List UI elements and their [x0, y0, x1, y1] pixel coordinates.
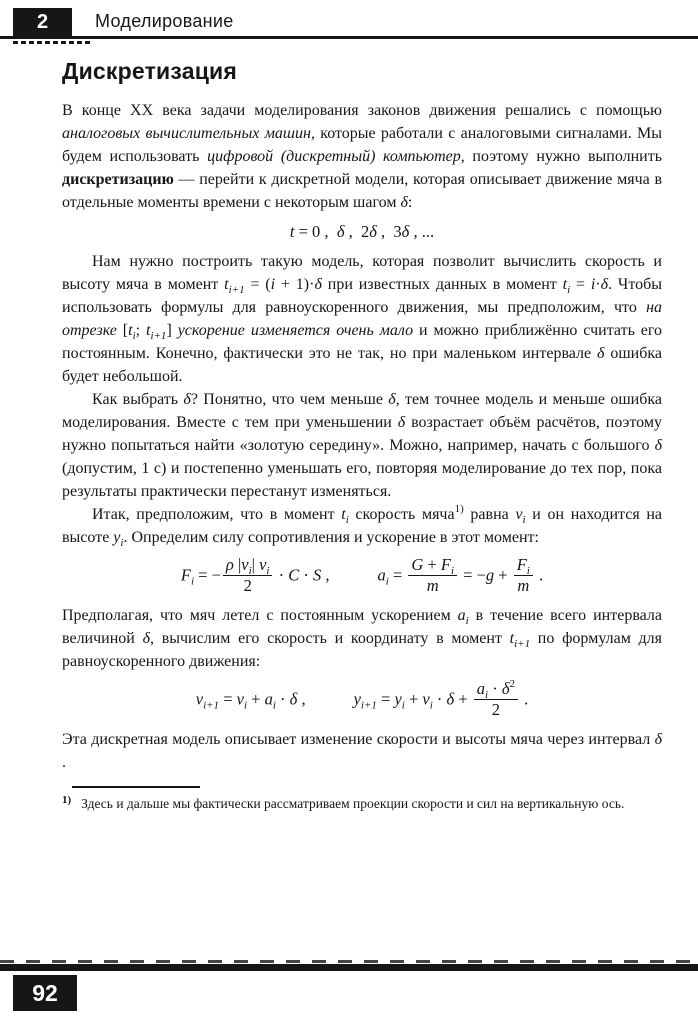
text-run: i: [248, 565, 252, 577]
text-run: .: [62, 754, 66, 771]
text-run: i: [429, 699, 433, 712]
fraction-denominator: [474, 700, 518, 720]
text-run: δ: [401, 222, 410, 241]
text-run: i: [272, 699, 276, 712]
text-run: Эта дискретная модель описывает изменение скорости и высоты мяча через интервал: [62, 731, 655, 748]
text-run: = 0 ,: [294, 222, 337, 241]
text-run: ·: [275, 689, 290, 709]
text-run: g: [485, 565, 495, 585]
text-run: =: [570, 276, 591, 293]
text-run: i: [385, 575, 389, 588]
page-content: [62, 52, 662, 813]
text-run: δ: [400, 194, 408, 211]
text-run: ,: [321, 565, 330, 585]
text-run: v: [422, 689, 430, 709]
fraction-numerator: [474, 679, 518, 700]
chapter-title: Моделирование: [95, 11, 234, 31]
text-run: δ: [654, 437, 662, 454]
text-run: y: [353, 689, 361, 709]
text-run: i: [485, 689, 489, 701]
text-run: ускорение изменяется очень мало: [177, 322, 414, 339]
chapter-number: 2: [36, 11, 49, 33]
text-run: C: [288, 565, 300, 585]
text-run: = −: [194, 565, 221, 585]
text-run: 2: [491, 700, 500, 719]
text-run: Предполагая, что мяч летел с постоянным ускорением: [62, 607, 458, 624]
text-run: :: [407, 194, 413, 211]
text-run: i: [465, 615, 469, 627]
text-run: t: [289, 222, 295, 241]
paragraph: [62, 728, 662, 774]
text-run: i: [266, 565, 270, 577]
footnote-marker: 1): [62, 794, 72, 806]
text-run: a: [377, 565, 386, 585]
text-run: i+1: [228, 284, 245, 296]
text-run: равна: [463, 506, 516, 523]
text-run: ошибка будет небольшой.: [62, 345, 663, 385]
fraction-denominator: [408, 576, 457, 596]
fraction: [514, 555, 533, 596]
print-artifact-bottom: [0, 960, 698, 963]
text-run: Итак, предположим, что в момент: [92, 506, 342, 523]
text-run: F: [440, 555, 451, 574]
text-run: v: [241, 555, 249, 574]
text-run: |: [251, 555, 260, 574]
text-run: m: [426, 576, 439, 595]
text-run: i: [526, 565, 530, 577]
text-run: ·: [595, 276, 601, 293]
text-run: в течение всего интервала величиной: [62, 607, 662, 647]
page-number: 92: [32, 979, 58, 1006]
text-run: =: [219, 689, 237, 709]
text-run: t: [224, 276, 229, 293]
text-run: , 3: [376, 222, 402, 241]
text-run: ;: [135, 322, 146, 339]
text-run: v: [195, 689, 204, 709]
text-run: δ: [600, 276, 609, 293]
text-run: i+1: [514, 638, 531, 650]
text-run: i: [345, 514, 349, 526]
text-run: i: [567, 284, 571, 296]
text-run: δ: [369, 222, 377, 241]
text-run: i: [190, 575, 195, 588]
text-run: a: [264, 689, 273, 709]
text-run: δ: [336, 222, 345, 241]
text-run: (допустим, 1 с) и постепенно уменьшать его, повторяя моделирование до тех пор, пока результаты практически перестанут изменяться.: [62, 460, 662, 500]
text-run: .: [534, 565, 544, 585]
text-run: , вычислим его скорость и координату в момент: [150, 630, 510, 647]
text-run: y: [394, 689, 402, 709]
text-run: δ: [397, 414, 406, 431]
text-run: [: [116, 322, 129, 339]
text-run: Нам нужно построить такую модель, которая позволит вычислить скорость и высоту мяча в момент: [62, 253, 662, 293]
text-run: v: [236, 689, 244, 709]
text-run: ·: [432, 689, 447, 709]
text-run: аналоговых вычислительных машин: [62, 125, 311, 142]
text-run: +: [454, 689, 472, 709]
text-run: t: [146, 322, 151, 339]
text-run: δ: [142, 630, 150, 647]
text-run: на отрезке: [62, 299, 662, 339]
text-run: +: [404, 689, 423, 709]
fraction-numerator: [514, 555, 533, 576]
text-run: δ: [446, 689, 455, 709]
text-run: m: [517, 576, 530, 595]
text-run: i+1: [360, 699, 377, 712]
text-run: ·: [274, 565, 289, 585]
text-run: ·: [299, 565, 313, 585]
text-run: ρ: [225, 555, 234, 574]
fraction-numerator: [408, 555, 457, 576]
fraction: [474, 679, 518, 720]
text-run: F: [180, 565, 191, 585]
text-run: i+1: [203, 699, 220, 712]
text-run: ,: [297, 689, 306, 709]
text-run: ? Понятно, что чем меньше: [190, 391, 389, 408]
text-run: при известных данных в момент: [321, 276, 563, 293]
text-run: по формулам для равноускоренного движения:: [62, 630, 663, 670]
text-run: , 2: [344, 222, 370, 241]
paragraph: [62, 250, 662, 388]
paragraph: [62, 604, 662, 673]
paragraph: [62, 503, 662, 549]
footnote-rule: [72, 786, 200, 788]
paragraph: [62, 388, 662, 503]
text-run: t: [562, 276, 568, 293]
text-run: δ: [289, 689, 298, 709]
text-run: и он находится на высоте: [62, 506, 663, 546]
fraction-denominator: [223, 576, 273, 596]
text-run: δ: [183, 391, 191, 408]
text-run: , поэтому нужно выполнить: [460, 148, 663, 165]
text-run: .: [520, 689, 529, 709]
text-run: Как выбрать: [92, 391, 184, 408]
text-run: δ: [501, 679, 510, 698]
text-run: i: [590, 276, 596, 293]
paragraph: [62, 99, 662, 214]
fraction-numerator: [223, 555, 273, 576]
text-run: , ...: [409, 222, 435, 241]
text-run: и можно приближённо считать его постоянным. Конечно, фактически это не так, но при маленьком интервале: [62, 322, 663, 362]
text-run: = (: [244, 276, 271, 293]
text-run: i: [120, 537, 124, 549]
text-run: возрастает объём расчётов, поэтому нужно попытаться найти «золотую середину». Можно, например, начать с большого: [62, 414, 662, 454]
fraction-denominator: [514, 576, 533, 596]
text-run: 2: [509, 678, 515, 690]
text-run: i: [450, 565, 455, 577]
text-run: = −: [459, 565, 486, 585]
text-run: 2: [243, 576, 252, 595]
text-run: δ: [388, 391, 396, 408]
text-run: δ: [654, 731, 662, 748]
text-run: t: [341, 506, 346, 523]
header-rule: [0, 36, 698, 39]
text-run: i: [270, 276, 276, 293]
text-run: δ: [314, 276, 322, 293]
text-run: =: [376, 689, 395, 709]
section-heading: Дискретизация: [62, 58, 237, 84]
footer-rule: [0, 964, 698, 971]
chapter-number-box: [13, 8, 72, 37]
text-run: цифровой (дискретный) компьютер: [207, 148, 461, 165]
text-run: y: [113, 529, 121, 546]
text-run: +: [247, 689, 265, 709]
display-formula: [62, 221, 662, 243]
text-run: скорость мяча: [348, 506, 455, 523]
text-run: i: [401, 699, 405, 712]
text-run: S: [313, 565, 322, 585]
text-run: +: [423, 555, 441, 574]
text-run: , тем точнее модель и меньше ошибка моделирования. Вместе с тем при уменьшении: [62, 391, 662, 431]
text-run: t: [128, 322, 133, 339]
page-body: [62, 99, 662, 774]
text-run: |: [233, 555, 242, 574]
text-run: F: [516, 555, 527, 574]
text-run: i+1: [150, 330, 167, 342]
print-artifact: [13, 41, 93, 44]
text-run: . Определим силу сопротивления и ускорение в этот момент:: [123, 529, 539, 546]
text-run: G: [411, 555, 424, 574]
fraction: [223, 555, 273, 596]
text-run: i: [243, 699, 248, 712]
page-number-box: [13, 975, 77, 1011]
text-run: ·: [488, 679, 502, 698]
footnote: [62, 786, 662, 813]
text-run: дискретизацию: [62, 171, 174, 188]
text-run: i: [522, 514, 526, 526]
text-run: a: [457, 607, 466, 624]
text-run: +: [494, 565, 512, 585]
footnote-text: Здесь и дальше мы фактически рассматриваем проекции скорости и сил на вертикальную ось.: [81, 796, 625, 811]
footnote-row: [62, 794, 662, 813]
text-run: . Чтобы использовать формулы для равноускоренного движения, мы предположим, что: [62, 276, 662, 316]
text-run: + 1)·: [275, 276, 315, 293]
text-run: v: [259, 555, 267, 574]
text-run: v: [515, 506, 523, 523]
text-run: ]: [166, 322, 178, 339]
text-run: В конце XX века задачи моделирования законов движения решались с помощью: [62, 102, 662, 119]
text-run: i: [132, 330, 136, 342]
fraction: [408, 555, 457, 596]
text-run: — перейти к дискретной модели, которая описывает движение мяча в отдельные моменты времени с некоторым шагом: [62, 171, 662, 211]
text-run: =: [388, 565, 407, 585]
display-formula: [62, 680, 662, 721]
display-formula: [62, 556, 662, 597]
text-run: 1): [454, 503, 464, 515]
text-run: a: [476, 679, 486, 698]
text-run: δ: [597, 345, 605, 362]
text-run: t: [509, 630, 515, 647]
text-run: , которые работали с аналоговыми сигналами. Мы будем использовать: [62, 125, 663, 165]
